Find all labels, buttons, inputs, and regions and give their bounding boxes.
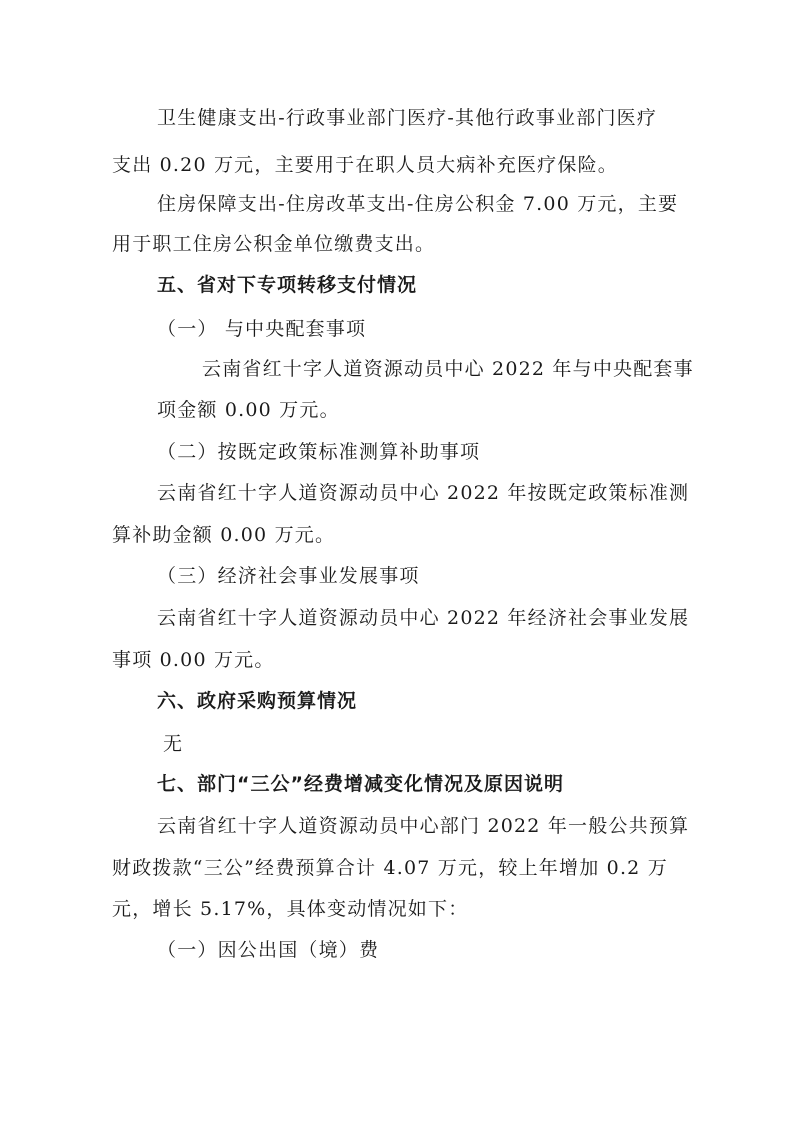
section-5-sub1-line1: 云南省红十字人道资源动员中心 2022 年与中央配套事 (202, 358, 694, 380)
section-5-heading: 五、省对下专项转移支付情况 (157, 274, 418, 296)
paragraph-housing-line2: 用于职工住房公积金单位缴费支出。 (112, 233, 436, 255)
section-5-sub3-title: （三）经济社会事业发展事项 (157, 565, 420, 587)
section-5-sub1-line2: 项金额 0.00 万元。 (157, 399, 340, 421)
section-5-sub3-line1: 云南省红十字人道资源动员中心 2022 年经济社会事业发展 (157, 607, 690, 629)
section-6-heading: 六、政府采购预算情况 (157, 690, 358, 712)
paragraph-housing-line1: 住房保障支出-住房改革支出-住房公积金 7.00 万元，主要 (157, 193, 679, 215)
section-6-body: 无 (163, 733, 184, 755)
section-5-sub1-title: （一） 与中央配套事项 (157, 318, 367, 340)
paragraph-health-line1: 卫生健康支出-行政事业部门医疗-其他行政事业部门医疗 (157, 107, 658, 129)
section-5-sub2-title: （二）按既定政策标准测算补助事项 (157, 441, 481, 463)
section-7-line1: 云南省红十字人道资源动员中心部门 2022 年一般公共预算 (157, 815, 690, 837)
section-7-line2: 财政拨款“三公”经费预算合计 4.07 万元，较上年增加 0.2 万 (112, 857, 668, 879)
section-5-sub2-line1: 云南省红十字人道资源动员中心 2022 年按既定政策标准测 (157, 482, 690, 504)
section-7-line3: 元，增长 5.17%，具体变动情况如下： (112, 898, 469, 920)
section-5-sub3-line2: 事项 0.00 万元。 (112, 649, 275, 671)
section-7-sub1-title: （一）因公出国（境）费 (157, 939, 380, 961)
section-5-sub2-line2: 算补助金额 0.00 万元。 (112, 524, 336, 546)
paragraph-health-line2: 支出 0.20 万元，主要用于在职人员大病补充医疗保险。 (112, 154, 618, 176)
section-7-heading: 七、部门“三公”经费增减变化情况及原因说明 (157, 773, 564, 795)
